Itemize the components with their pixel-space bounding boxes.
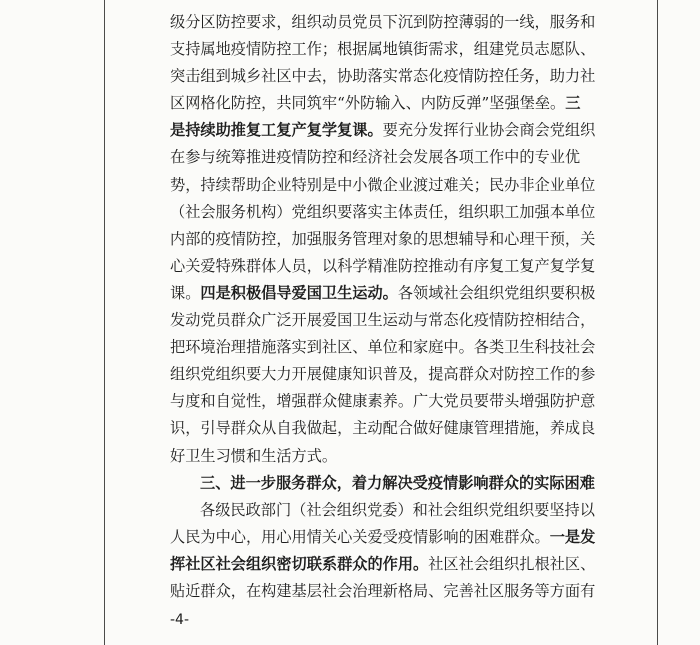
- body-text: [170, 9, 596, 605]
- text-line: 级分区防控要求，组织动员党员下沉到防控薄弱的一线，服务和: [170, 13, 596, 31]
- text-line: 势，持续帮助企业特别是中小微企业渡过难关；民办非企业单位: [170, 175, 596, 194]
- text-line: 贴近群众，在构建基层社会治理新格局、完善社区服务等方面有: [170, 581, 596, 600]
- text-line: 突击组到城乡社区中去，协助落实常态化疫情防控任务，助力社: [170, 67, 596, 86]
- text-line: 识，引导群众从自我做起，主动配合做好健康管理措施，养成良: [170, 419, 596, 438]
- page-number: -4-: [170, 612, 190, 628]
- text-line: 发动党员群众广泛开展爱国卫生运动与常态化疫情防控相结合，: [170, 311, 596, 330]
- text-line: 课。四是积极倡导爱国卫生运动。各领域社会组织党组织要积极: [170, 283, 596, 302]
- right-margin-rule: [657, 0, 658, 645]
- text-line: 把环境治理措施落实到社区、单位和家庭中。各类卫生科技社会: [170, 338, 596, 357]
- emphasis-one: 一是发: [549, 527, 596, 546]
- section-heading: 三、进一步服务群众，着力解决受疫情影响群众的实际困难: [200, 473, 595, 492]
- list-marker-three: 三: [565, 94, 581, 113]
- text-line: 支持属地疫情防控工作；根据属地镇街需求，组建党员志愿队、: [170, 40, 596, 59]
- left-margin-rule: [104, 0, 105, 645]
- text-line: 在参与统筹推进疫情防控和经济社会发展各项工作中的专业优: [170, 148, 581, 167]
- emphasis-four: 四是积极倡导爱国卫生运动。: [200, 283, 398, 302]
- text-line: 人民为中心，用心用情关心关爱受疫情影响的困难群众。一是发: [170, 527, 596, 546]
- text-line: 内部的疫情防控，加强服务管理对象的思想辅导和心理干预，关: [170, 229, 596, 248]
- text-line: （社会服务机构）党组织要落实主体责任，组织职工加强本单位: [170, 202, 596, 221]
- text-line: 组织党组织要大力开展健康知识普及，提高群众对防控工作的参: [170, 365, 596, 384]
- emphasis-three: 是持续助推复工复产复学复课。: [170, 121, 383, 140]
- text-line: 各级民政部门（社会组织党委）和社会组织党组织要坚持以: [200, 500, 595, 519]
- text-line: 好卫生习惯和生活方式。: [170, 446, 338, 465]
- text-line: 区网格化防控，共同筑牢“外防输入、内防反弹”坚强堡垒。三: [170, 94, 581, 113]
- text-line: 心关爱特殊群体人员，以科学精准防控推动有序复工复产复学复: [170, 256, 596, 275]
- emphasis-one-continued: 挥社区社会组织密切联系群众的作用。: [170, 554, 429, 573]
- text-line: 与度和自觉性，增强群众健康素养。广大党员要带头增强防护意: [170, 392, 596, 411]
- text-line: 是持续助推复工复产复学复课。要充分发挥行业协会商会党组织: [170, 121, 596, 140]
- text-line: 挥社区社会组织密切联系群众的作用。社区社会组织扎根社区、: [170, 554, 596, 573]
